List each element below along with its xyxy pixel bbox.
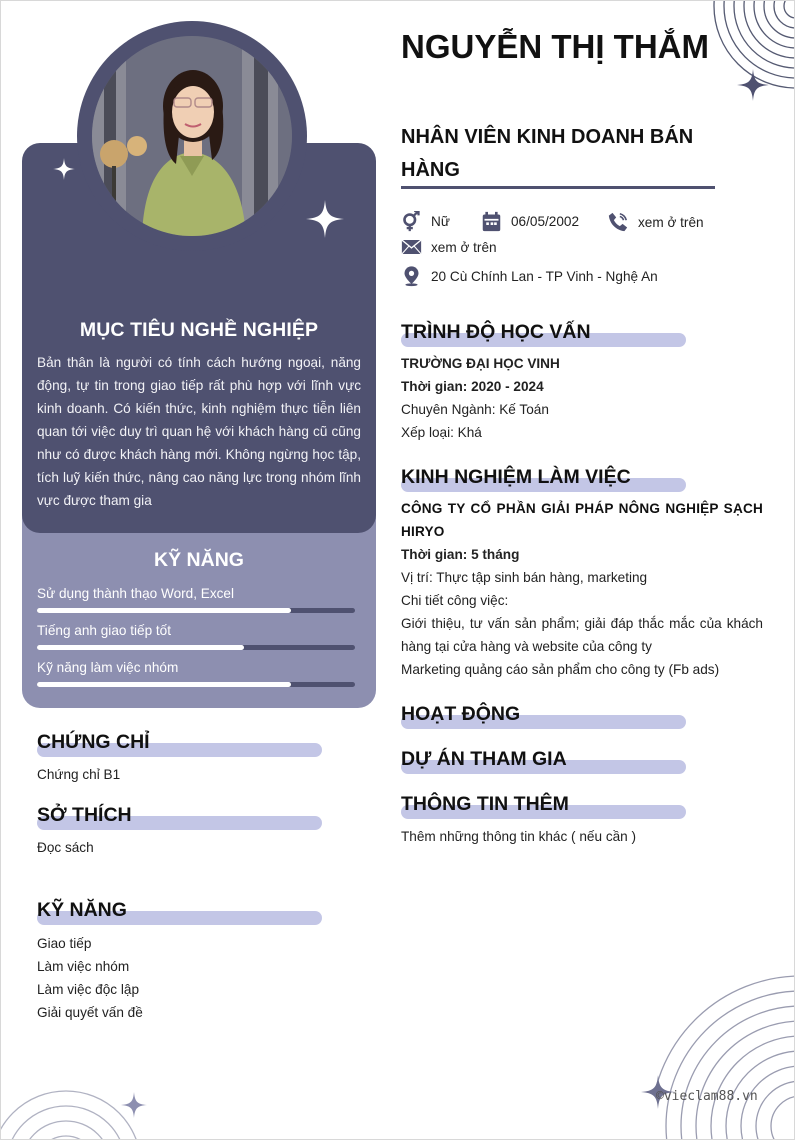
- education-grade: Xếp loại: Khá: [401, 425, 482, 440]
- skill-level-fill: [37, 608, 291, 613]
- experience-time: Thời gian: 5 tháng: [401, 547, 520, 562]
- skill-bar-item: [37, 623, 355, 650]
- more-info-text: Thêm những thông tin khác ( nếu cần ): [401, 829, 637, 844]
- activities-title: HOẠT ĐỘNG: [401, 703, 521, 725]
- certificate-item: Chứng chỉ B1: [37, 767, 121, 782]
- objective-text: Bản thân là người có tính cách hướng ngoại, năng động, tự tin trong giao tiếp rất phù hợp với lĩnh vực kinh doanh. Có kiến thức, kinh nghiệm thực tiễn liên quan tới việc duy trì quan hệ với khách hàng cũ cũng như có được khách hàng mới. Không ngừng học tập, tích luỹ kiến thức, nâng cao năng lực trong nhóm lĩnh vực được tham gia: [37, 355, 361, 508]
- experience-details-label: Chi tiết công việc:: [401, 593, 509, 608]
- projects-title: DỰ ÁN THAM GIA: [401, 748, 567, 770]
- education-heading: [401, 321, 691, 349]
- skill-list-item: Làm việc độc lập: [37, 982, 140, 997]
- email-info: [401, 238, 497, 256]
- objective-title: MỤC TIÊU NGHỀ NGHIỆP: [79, 319, 319, 341]
- gender-value: Nữ: [431, 214, 450, 229]
- sparkle-icon: [121, 1092, 147, 1118]
- sparkle-icon: [53, 158, 75, 180]
- education-time: Thời gian: 2020 - 2024: [401, 379, 544, 394]
- skills-list-title: KỸ NĂNG: [37, 899, 127, 921]
- address-info: [401, 265, 658, 287]
- more-info-title: THÔNG TIN THÊM: [401, 793, 569, 815]
- dob-value: 06/05/2002: [511, 214, 580, 229]
- email-value: xem ở trên: [431, 239, 497, 255]
- skill-label: Sử dụng thành thạo Word, Excel: [37, 586, 235, 601]
- phone-info: [607, 211, 704, 233]
- education-school: TRƯỜNG ĐẠI HỌC VINH: [401, 356, 560, 371]
- experience-company: CÔNG TY CỔ PHẦN GIẢI PHÁP NÔNG NGHIỆP SẠCH HIRYO: [401, 501, 763, 539]
- experience-position: Vị trí: Thực tập sinh bán hàng, marketing: [401, 570, 648, 585]
- gender-icon: [401, 211, 422, 232]
- skill-level-fill: [37, 682, 291, 687]
- experience-detail-item: Marketing quảng cáo sản phẩm cho công ty (Fb ads): [401, 662, 720, 677]
- profile-photo: [92, 36, 292, 236]
- skill-list-item: Giải quyết vấn đề: [37, 1005, 143, 1020]
- education-title: TRÌNH ĐỘ HỌC VẤN: [401, 321, 591, 343]
- experience-title: KINH NGHIỆM LÀM VIỆC: [401, 466, 631, 488]
- certificates-title: CHỨNG CHỈ: [37, 731, 150, 753]
- skills-bars-title: KỸ NĂNG: [154, 549, 244, 571]
- phone-icon: [607, 211, 629, 233]
- candidate-name: NGUYỄN THỊ THẮM: [401, 28, 709, 65]
- skill-list-item: Giao tiếp: [37, 936, 92, 951]
- skill-track: [37, 608, 355, 613]
- watermark: ©vieclam88.vn: [656, 1089, 758, 1104]
- calendar-icon: [481, 211, 502, 232]
- skill-level-fill: [37, 645, 244, 650]
- sparkle-icon: [737, 69, 769, 101]
- experience-details: [401, 566, 763, 681]
- skill-list-item: Làm việc nhóm: [37, 959, 130, 974]
- skill-track: [37, 645, 355, 650]
- projects-heading: [401, 748, 691, 776]
- location-pin-icon: [401, 265, 422, 287]
- skill-track: [37, 682, 355, 687]
- skill-label: Kỹ năng làm việc nhóm: [37, 660, 179, 675]
- skills-list-heading: [37, 899, 327, 927]
- phone-value: xem ở trên: [638, 214, 704, 230]
- certificates-heading: [37, 731, 327, 759]
- skill-bar-item: [37, 660, 355, 687]
- envelope-icon: [401, 238, 422, 256]
- activities-heading: [401, 703, 691, 731]
- hobbies-title: SỞ THÍCH: [37, 804, 132, 826]
- sparkle-icon: [306, 200, 344, 238]
- skill-label: Tiếng anh giao tiếp tốt: [37, 623, 172, 638]
- more-info-heading: [401, 793, 691, 821]
- education-major: Chuyên Ngành: Kế Toán: [401, 402, 549, 417]
- hobby-item: Đọc sách: [37, 840, 94, 855]
- address-value: 20 Cù Chính Lan - TP Vinh - Nghệ An: [431, 268, 658, 284]
- experience-heading: [401, 466, 691, 494]
- gender-info: [401, 211, 450, 232]
- skill-bar-item: [37, 586, 355, 613]
- dob-info: [481, 211, 579, 232]
- hobbies-heading: [37, 804, 327, 832]
- concentric-arcs-decoration: [656, 966, 795, 1140]
- candidate-role: NHÂN VIÊN KINH DOANH BÁN HÀNG: [401, 126, 694, 181]
- header-divider: [401, 186, 715, 189]
- experience-detail-item: Giới thiệu, tư vấn sản phẩm; giải đáp thắc mắc của khách hàng tại cửa hàng và website của công ty: [401, 616, 763, 654]
